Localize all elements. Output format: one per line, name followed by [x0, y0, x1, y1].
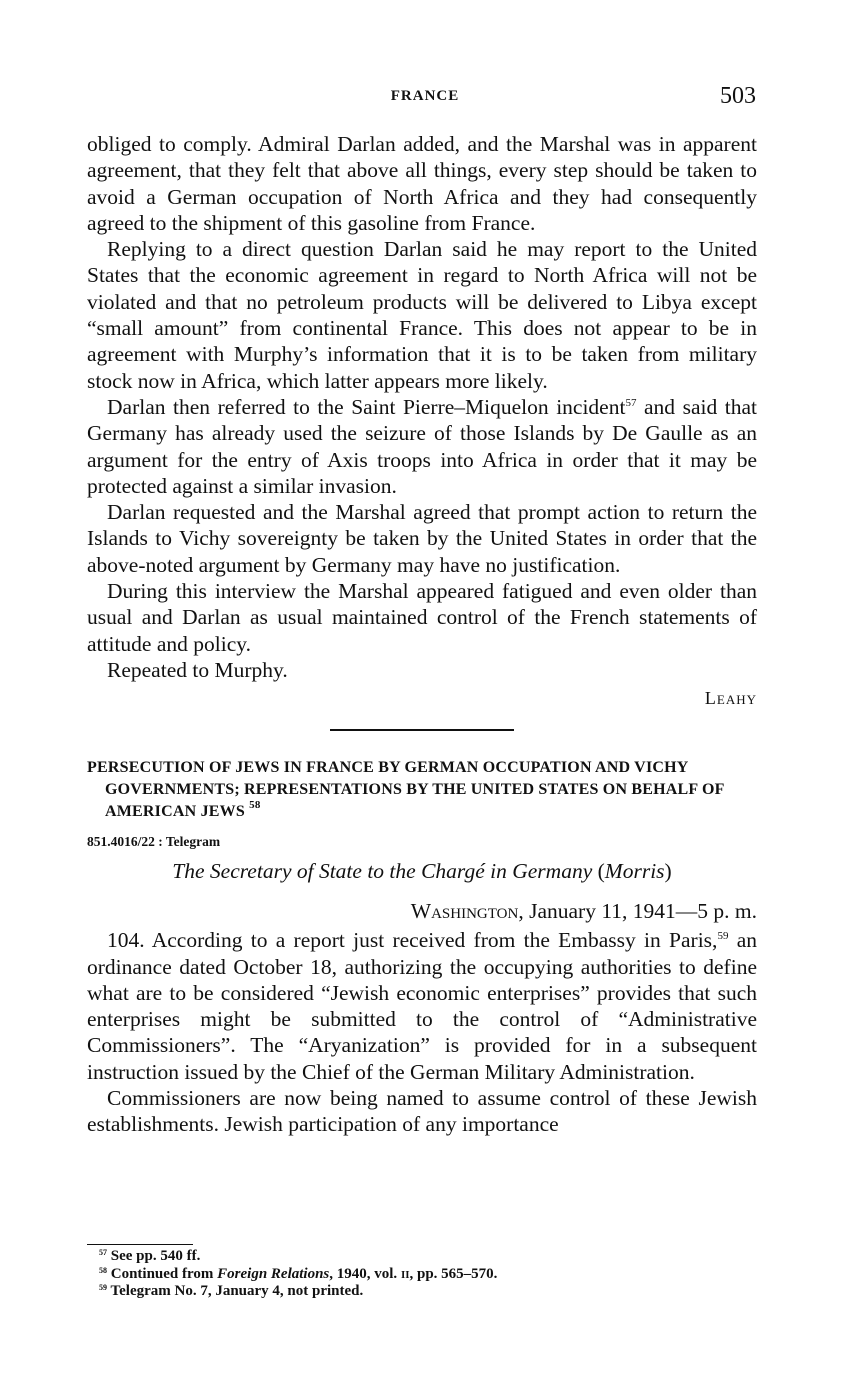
footnote-divider — [87, 1244, 193, 1245]
signature: Leahy — [704, 688, 757, 709]
paragraph-continued: obliged to comply. Admiral Darlan added, and the Marshal was in apparent agreement, that they felt that above all things, every step should be taken to avoid a German occupation of North Africa and they had consequently agreed to the shipment of this gasoline from France. — [87, 132, 757, 235]
recipient-name: Morris — [604, 859, 665, 884]
paragraph-text: an ordinance dated October 18, authorizing the occupying authorities to define what are to be considered “Jewish economic enterprises” provides that such enterprises might be submitted to the control of “Administrative Commissioners”. The “Aryanization” is provided for in a subsequent instruction issued by the Chief of the German Military Administration. — [87, 928, 758, 1084]
page-number: 503 — [720, 83, 756, 109]
footnote-ref-57[interactable]: 57 — [625, 396, 637, 409]
page-header — [0, 84, 850, 114]
footnote-publication: Foreign Relations — [217, 1265, 330, 1282]
paragraph-text: and said that Germany has already used the seizure of those Islands by De Gaulle as an argument for the entry of Axis troops into Africa in order that it may be protected against a similar invasion. — [87, 394, 757, 498]
section-title — [87, 757, 757, 823]
footnote-mark: 59 — [99, 1283, 107, 1292]
footnote-58 — [87, 1266, 757, 1284]
paragraph-text: Darlan then referred to the Saint Pierre–Miquelon incident — [107, 394, 626, 419]
footnote-59 — [87, 1283, 757, 1301]
footnote-text: , 1940, vol. — [329, 1265, 401, 1282]
paragraph-text: 104. According to a report just received from the Embassy in Paris, — [107, 928, 718, 953]
file-reference: 851.4016/22 : Telegram — [87, 834, 221, 850]
paragraph-darlan-reply: Replying to a direct question Darlan said he may report to the United States that the economic agreement in regard to North Africa will not be violated and that no petroleum products will be delivered to Libya except “small amount” from continental France. This does not appear to be in agreement with Murphy’s information that it is to be taken from military stock now in Africa, which latter appears more likely. — [87, 237, 757, 393]
dateline — [87, 897, 757, 925]
dateline-place: Washington — [410, 899, 519, 924]
dateline-date: , January 11, 1941—5 p. m. — [518, 899, 757, 924]
footnote-volume: ii — [400, 1265, 410, 1282]
footnote-mark: 57 — [99, 1248, 107, 1257]
paragraph-saint-pierre — [87, 394, 757, 499]
paragraph-interview: During this interview the Marshal appeared fatigued and even older than usual and Darlan as usual maintained control of the French statements of attitude and policy. — [87, 579, 757, 656]
footnote-text: See pp. 540 ff. — [110, 1248, 201, 1264]
paragraph-darlan-request: Darlan requested and the Marshal agreed that prompt action to return the Islands to Vichy sovereignty be taken by the United States in order that the above-noted argument by Germany may have no justification. — [87, 500, 757, 577]
paren-open: ( — [592, 859, 605, 884]
footnotes — [87, 1248, 757, 1301]
paragraph-telegram-104 — [87, 927, 757, 1085]
body-text — [87, 131, 757, 1138]
section-divider — [330, 729, 514, 731]
paren-close: ) — [664, 859, 672, 884]
footnote-ref-58[interactable]: 58 — [249, 799, 261, 812]
document-title-text: The Secretary of State to the Chargé in Germany — [172, 859, 593, 884]
paragraph-commissioners: Commissioners are now being named to assume control of these Jewish establishments. Jewish participation of any importance — [87, 1086, 757, 1137]
footnote-ref-59[interactable]: 59 — [717, 930, 729, 943]
footnote-57 — [87, 1248, 757, 1266]
footnote-text: Telegram No. 7, January 4, not printed. — [110, 1283, 364, 1299]
paragraph-repeated: Repeated to Murphy. — [107, 657, 288, 682]
footnote-mark: 58 — [99, 1265, 107, 1275]
footnote-text: Continued from — [110, 1265, 218, 1282]
running-head: FRANCE — [390, 88, 460, 104]
document-title — [87, 857, 757, 885]
section-title-text: PERSECUTION OF JEWS IN FRANCE BY GERMAN OCCUPATION AND VICHY GOVERNMENTS; REPRESENTATIONS BY THE UNITED STATES ON BEHALF OF AMERICAN JEWS — [87, 759, 725, 821]
footnote-text: , pp. 565–570. — [409, 1265, 498, 1282]
